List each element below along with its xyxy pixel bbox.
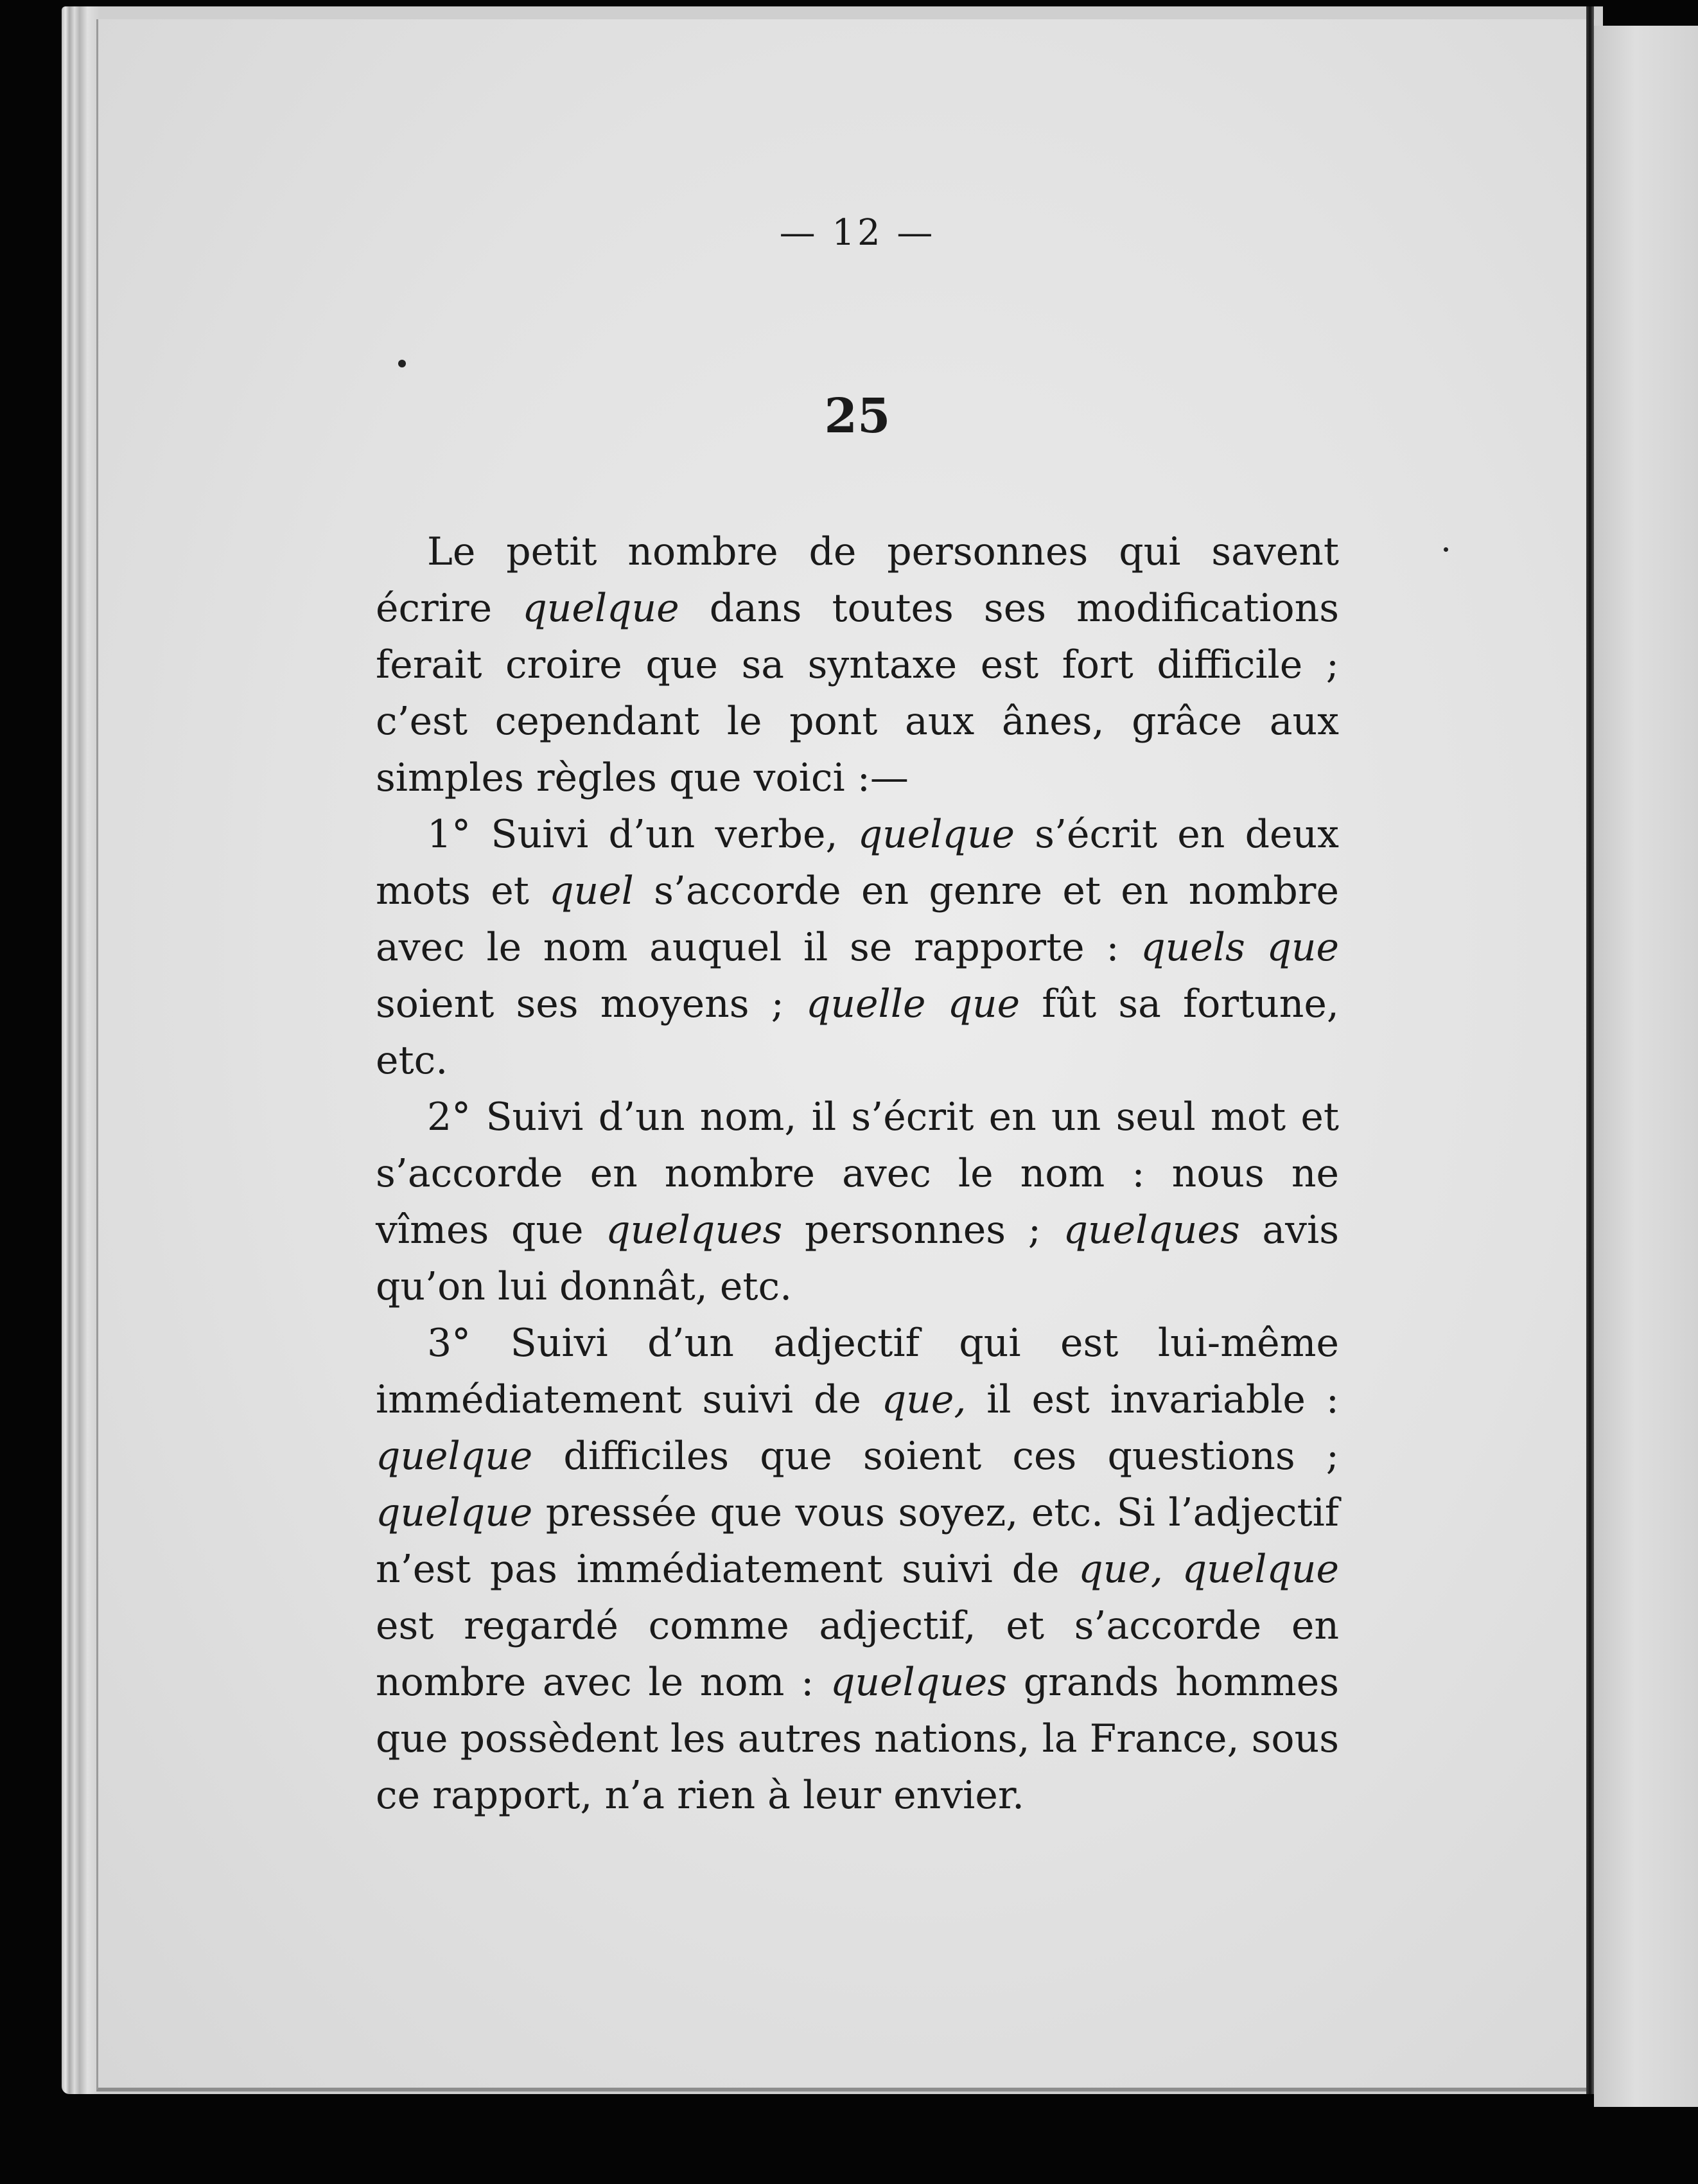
text-run: dans toutes ses modifications ferait croire que sa syntaxe est fort difficile ; c’est cependant le pont aux ânes, grâce aux simples règles que voici :—	[376, 586, 1339, 800]
scan-speck	[1444, 547, 1448, 552]
scan-speck	[398, 360, 406, 367]
text-run: grands hommes que possèdent les autres nations, la France, sous ce rapport, n’a rien à leur envier.	[376, 1660, 1339, 1818]
section-number: 25	[824, 389, 891, 444]
text-run: il est invariable :	[966, 1377, 1339, 1422]
text-run: Le petit nombre de personnes qui savent écrire	[376, 529, 1339, 631]
text-run: s’accorde en genre et en nombre avec le nom auquel il se rapporte :	[376, 868, 1339, 970]
paragraph-intro	[376, 524, 1339, 806]
italic-term: quelques	[1063, 1208, 1240, 1253]
paragraph-rule-1	[376, 806, 1339, 1089]
text-run: est regardé comme adjectif, et s’accorde en nombre avec le nom :	[376, 1603, 1339, 1705]
italic-term: quelques	[830, 1660, 1008, 1705]
text-run: 3° Suivi d’un adjectif qui est lui-même immédiatement suivi de	[376, 1321, 1339, 1422]
paragraph-rule-2	[376, 1089, 1339, 1315]
italic-term: quelque	[522, 586, 679, 631]
italic-term: quel	[549, 868, 634, 913]
text-run: fût sa fortune, etc.	[376, 982, 1339, 1083]
book-gutter	[1586, 6, 1594, 2094]
paragraph-rule-3	[376, 1315, 1339, 1824]
text-run: personnes ;	[782, 1208, 1063, 1253]
text-run: 2° Suivi d’un nom, il s’écrit en un seul mot et s’accorde en nombre avec le nom : nous ne vîmes que	[376, 1095, 1339, 1253]
italic-term: que,	[881, 1377, 967, 1422]
text-run: soient ses moyens ;	[376, 982, 806, 1026]
italic-term: que, quelque	[1078, 1547, 1340, 1592]
italic-term: quelque	[376, 1490, 533, 1535]
text-run: 1° Suivi d’un verbe,	[427, 812, 858, 857]
text-run: pressée que vous soyez, etc. Si l’adjectif n’est pas immédiatement suivi de	[376, 1490, 1339, 1592]
italic-term: quels que	[1141, 925, 1339, 970]
text-run: avis qu’on lui donnât, etc.	[376, 1208, 1339, 1309]
text-run: s’écrit en deux mots et	[376, 812, 1339, 913]
italic-term: quelques	[606, 1208, 783, 1253]
text-run: difficiles que soient ces questions ;	[532, 1434, 1339, 1479]
italic-term: quelque	[376, 1434, 533, 1479]
facing-page-edge	[1594, 26, 1698, 2107]
italic-term: quelle que	[806, 982, 1020, 1026]
body-text	[376, 524, 1339, 1824]
italic-term: quelque	[857, 812, 1015, 857]
page-number: — 12 —	[779, 212, 936, 254]
